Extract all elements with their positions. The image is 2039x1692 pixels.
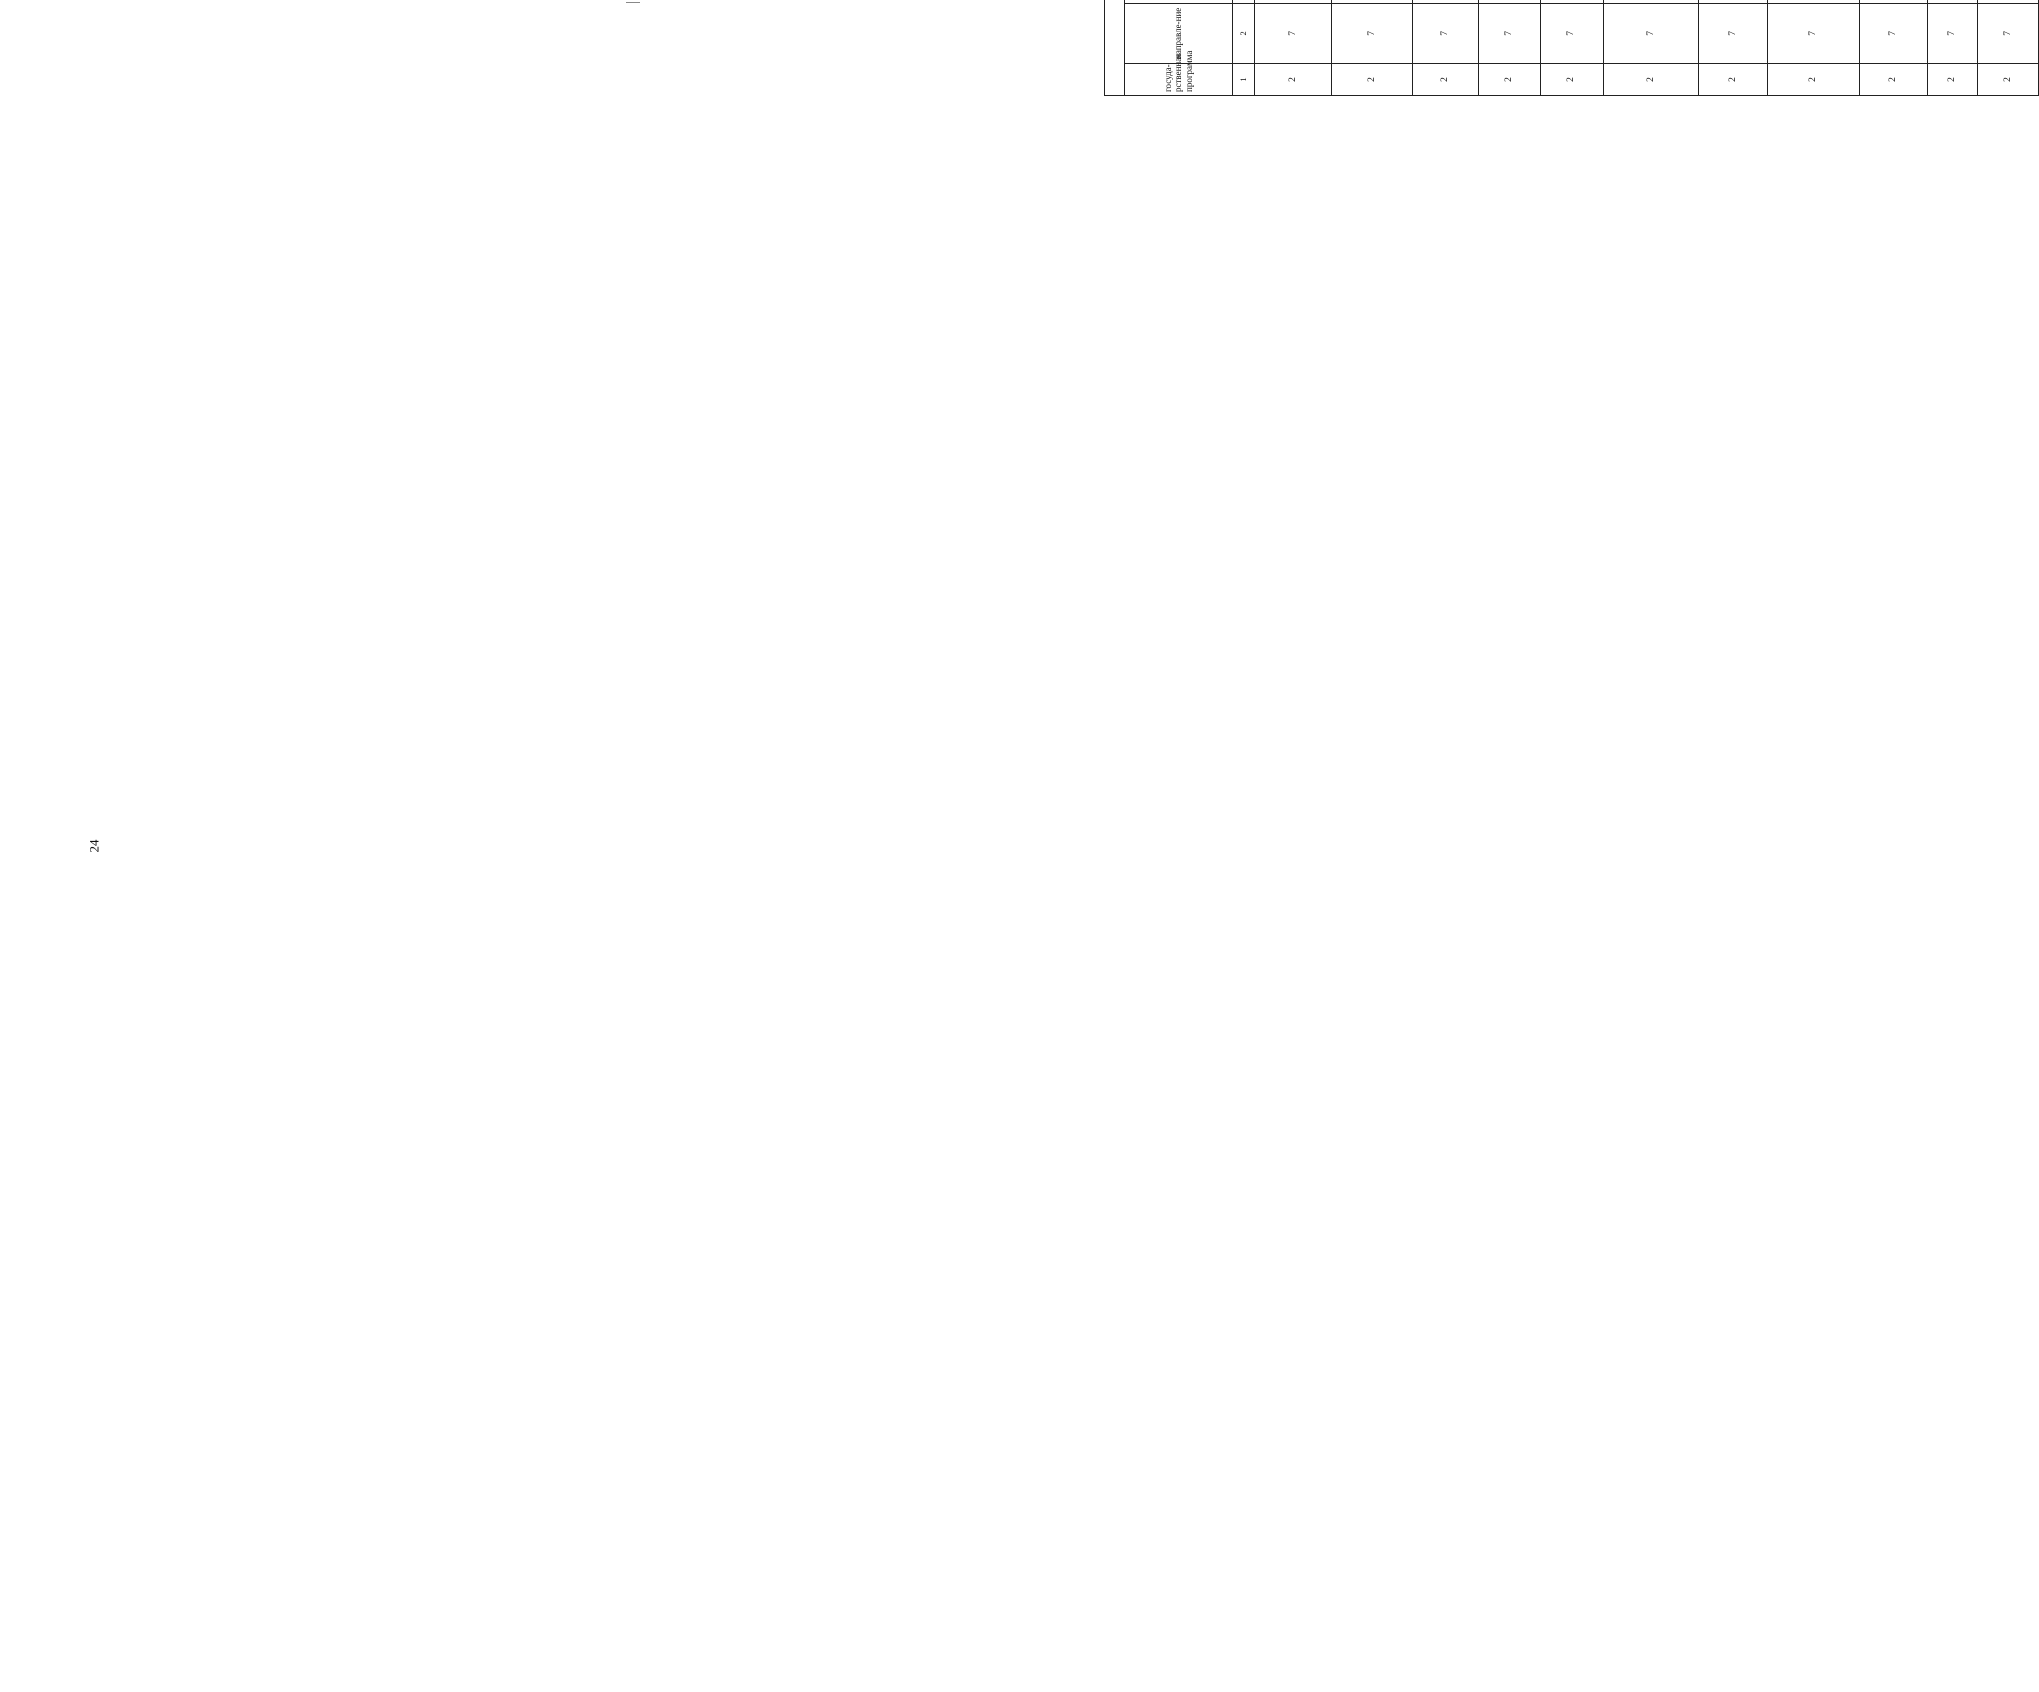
code-cell: 7 [1413,3,1479,63]
table-body [1233,0,2039,96]
code-cell [1604,0,1699,3]
table-row [1331,0,1413,96]
code-cell: 7 [1928,3,1978,63]
code-cell: 2 [1413,63,1479,95]
code-cell: 2 [1331,63,1413,95]
code-cell: 2 [1928,63,1978,95]
table-row [1767,0,1859,96]
table-row [1540,0,1603,96]
code-cell: 2 [1860,63,1928,95]
code-cell: 2 [1604,63,1699,95]
code-cell [1413,0,1479,3]
program-col-header: госуда-рственная программа [1125,63,1233,95]
code-cell [1860,0,1928,3]
table-row [1479,0,1541,96]
code-cell: 7 [1331,3,1413,63]
column-number-row [1233,0,1255,96]
code-cell: 2 [1255,63,1331,95]
code-cell [1767,0,1859,3]
table-row [1978,0,2039,96]
table-row [1928,0,1978,96]
code-cell [1928,0,1978,3]
rotated-table-container [1104,0,2039,96]
code-cell: 7 [1978,3,2039,63]
code-cell: 2 [1540,63,1603,95]
column-number-cell: 2 [1233,3,1255,63]
code-cell: 7 [1767,3,1859,63]
table-row [1860,0,1928,96]
column-number-cell: 1 [1233,63,1255,95]
code-cell: 7 [1604,3,1699,63]
code-cell [1255,0,1331,3]
code-cell: 2 [1699,63,1767,95]
page-number: 24 [86,839,102,853]
code-cell: 2 [1767,63,1859,95]
table-row [1255,0,1331,96]
code-cell: 7 [1540,3,1603,63]
code-cell: 2 [1978,63,2039,95]
direction-col-header: направле-ние [1125,3,1233,63]
code-cell: 2 [1479,63,1541,95]
table-row [1413,0,1479,96]
code-cell [1479,0,1541,3]
code-cell [1331,0,1413,3]
program-table [1104,0,2039,96]
code-cell: 7 [1699,3,1767,63]
code-cell [1699,0,1767,3]
code-cell [1540,0,1603,3]
table-row [1604,0,1699,96]
column-number-cell [1233,0,1255,3]
code-cell: 7 [1479,3,1541,63]
code-cell: 7 [1255,3,1331,63]
additional-code-header [1105,0,1125,96]
code-cell [1978,0,2039,3]
code-cell: 7 [1860,3,1928,63]
structure-type-col-header [1125,0,1233,3]
table-row [1699,0,1767,96]
